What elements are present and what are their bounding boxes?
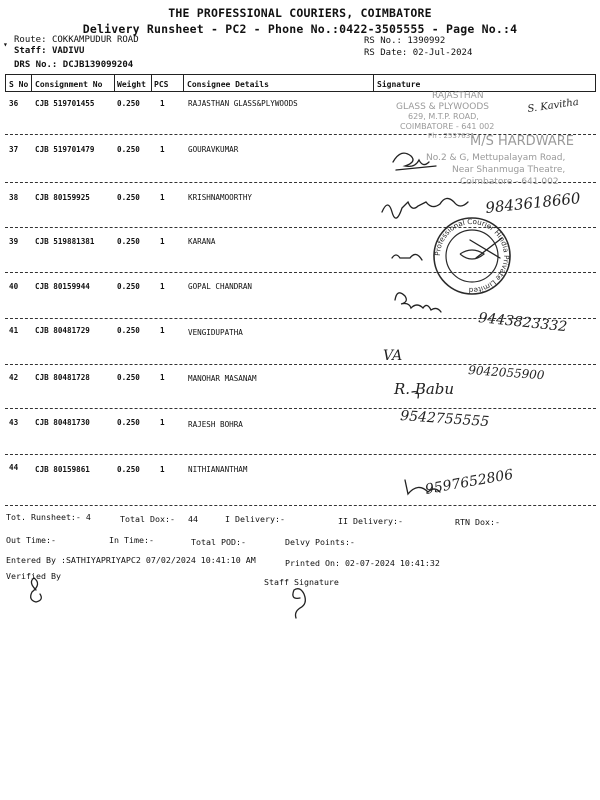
row-pcs: 1 — [160, 373, 165, 382]
handwriting-phone: 9843618660 — [484, 189, 582, 217]
printed-on: Printed On: 02-07-2024 10:41:32 — [285, 558, 440, 568]
col-header-consignment: Consignment No — [35, 80, 103, 89]
signature-row-38 — [382, 198, 468, 218]
row-pcs: 1 — [160, 145, 165, 154]
row-pcs: 1 — [160, 465, 165, 474]
col-header-sno: S No — [9, 80, 29, 89]
corner-mark: ▾ — [3, 40, 8, 49]
row-consignment-no: CJB 80481729 — [35, 326, 90, 335]
seal-text: Professional Courier Hindia Private Limited — [432, 216, 512, 296]
out-time: Out Time:- — [6, 535, 56, 545]
row-weight: 0.250 — [117, 237, 140, 246]
stamp-line: 629, M.T.P. ROAD, — [408, 112, 479, 121]
row-consignee: GOURAVKUMAR — [188, 145, 239, 154]
handwriting-phone: 9597652806 — [423, 466, 515, 498]
signature-row-39 — [392, 254, 422, 260]
row-consignee: MANOHAR MASANAM — [188, 374, 257, 383]
stamp-line: No.2 & G, Mettupalayam Road, — [426, 153, 566, 163]
delvy-points: Delvy Points:- — [285, 537, 355, 547]
col-header-signature: Signature — [377, 80, 421, 89]
tot-runsheet: Tot. Runsheet:- 4 — [6, 512, 91, 522]
stamp-line: COIMBATORE - 641 002 — [400, 122, 495, 131]
rs-date-value: 02-Jul-2024 — [412, 48, 473, 58]
stamp-line: Coimbatore - 641 002 — [460, 177, 559, 187]
row-sno: 43 — [9, 418, 19, 427]
route-value: COKKAMPUDUR ROAD — [51, 35, 139, 45]
row-pcs: 1 — [160, 326, 165, 335]
total-dox-value: 44 — [188, 514, 198, 524]
row-pcs: 1 — [160, 282, 165, 291]
staff-signature-mark — [293, 589, 305, 618]
company-title: THE PROFESSIONAL COURIERS, COIMBATORE — [168, 6, 432, 20]
handwriting-phone: 9042055900 — [467, 363, 545, 383]
row-consignee: NITHIANANTHAM — [188, 465, 248, 474]
row-weight: 0.250 — [117, 326, 140, 335]
row-sno: 36 — [9, 99, 19, 108]
row-consignee: RAJESH BOHRA — [188, 420, 243, 429]
staff-signature-label: Staff Signature — [264, 577, 339, 587]
row-consignee: KRISHNAMOORTHY — [188, 193, 253, 202]
signature-row-40 — [395, 293, 441, 312]
i-delivery: I Delivery:- — [225, 514, 285, 524]
row-pcs: 1 — [160, 193, 165, 202]
row-weight: 0.250 — [117, 99, 140, 108]
rs-no-value: 1390992 — [407, 36, 446, 46]
stamp-line: M/S HARDWARE — [470, 134, 574, 149]
total-pod: Total POD:- — [191, 537, 246, 547]
row-consignee: VENGIDUPATHA — [188, 328, 243, 337]
col-header-weight: Weight — [117, 80, 146, 89]
row-consignment-no: CJB 80481728 — [35, 373, 90, 382]
row-weight: 0.250 — [117, 193, 140, 202]
row-weight: 0.250 — [117, 282, 140, 291]
row-sno: 40 — [9, 282, 19, 291]
runsheet-title: Delivery Runsheet - PC2 - Phone No.:0422-3505555 - Page No.:4 — [82, 22, 518, 36]
row-sno: 38 — [9, 193, 19, 202]
col-header-consignee: Consignee Details — [187, 80, 269, 89]
verified-by: Verified By — [6, 571, 61, 581]
handwriting-kavitha: S. Kavitha — [526, 96, 580, 115]
row-consignment-no: CJB 519881381 — [35, 237, 95, 246]
row-consignment-no: CJB 519701455 — [35, 99, 95, 108]
row-pcs: 1 — [160, 418, 165, 427]
entered-by: Entered By :SATHIYAPRIYAPC2 07/02/2024 10:41:10 AM — [6, 555, 256, 565]
row-sno: 42 — [9, 373, 19, 382]
stamp-line: Ph : 2537631 — [428, 132, 475, 140]
stamp-line: RAJASTHAN — [432, 91, 484, 101]
ii-delivery: II Delivery:- — [338, 516, 403, 526]
handwriting-initials: VA — [383, 348, 403, 364]
row-sno: 37 — [9, 145, 19, 154]
row-sno: 39 — [9, 237, 19, 246]
staff-label: Staff: — [14, 46, 47, 56]
handwriting-phone: 9443823332 — [477, 310, 568, 336]
row-weight: 0.250 — [117, 373, 140, 382]
row-consignment-no: CJB 80159861 — [35, 465, 90, 474]
row-consignee: GOPAL CHANDRAN — [188, 282, 253, 291]
row-consignment-no: CJB 80159944 — [35, 282, 90, 291]
rtn-dox: RTN Dox:- — [455, 517, 500, 527]
drs-value: DCJB139099204 — [62, 60, 134, 70]
stamp-line: GLASS & PLYWOODS — [396, 102, 489, 112]
row-consignment-no: CJB 80481730 — [35, 418, 90, 427]
row-weight: 0.250 — [117, 418, 140, 427]
staff-value: VADIVU — [51, 46, 85, 56]
drs-label: DRS No.: — [14, 60, 58, 70]
rs-no-label: RS No.: — [364, 36, 402, 46]
row-weight: 0.250 — [117, 145, 140, 154]
row-sno: 44 — [9, 463, 19, 472]
col-header-pcs: PCS — [154, 80, 169, 89]
row-consignment-no: CJB 519701479 — [35, 145, 95, 154]
row-consignment-no: CJB 80159925 — [35, 193, 90, 202]
rs-date-label: RS Date: — [364, 48, 408, 58]
handwriting-name: R. Babu — [394, 380, 455, 398]
row-consignee: KARANA — [188, 237, 216, 246]
verified-signature — [31, 578, 42, 602]
total-dox-label: Total Dox:- — [120, 514, 175, 524]
row-sno: 41 — [9, 326, 19, 335]
stamp-line: Near Shanmuga Theatre, — [452, 165, 566, 175]
in-time: In Time:- — [109, 535, 154, 545]
handwriting-phone: 9542755555 — [399, 408, 490, 431]
row-pcs: 1 — [160, 99, 165, 108]
row-pcs: 1 — [160, 237, 165, 246]
route-label: Route: — [14, 35, 47, 45]
signature-row-37 — [393, 153, 429, 166]
row-weight: 0.250 — [117, 465, 140, 474]
row-consignee: RAJASTHAN GLASS&PLYWOODS — [188, 99, 298, 108]
